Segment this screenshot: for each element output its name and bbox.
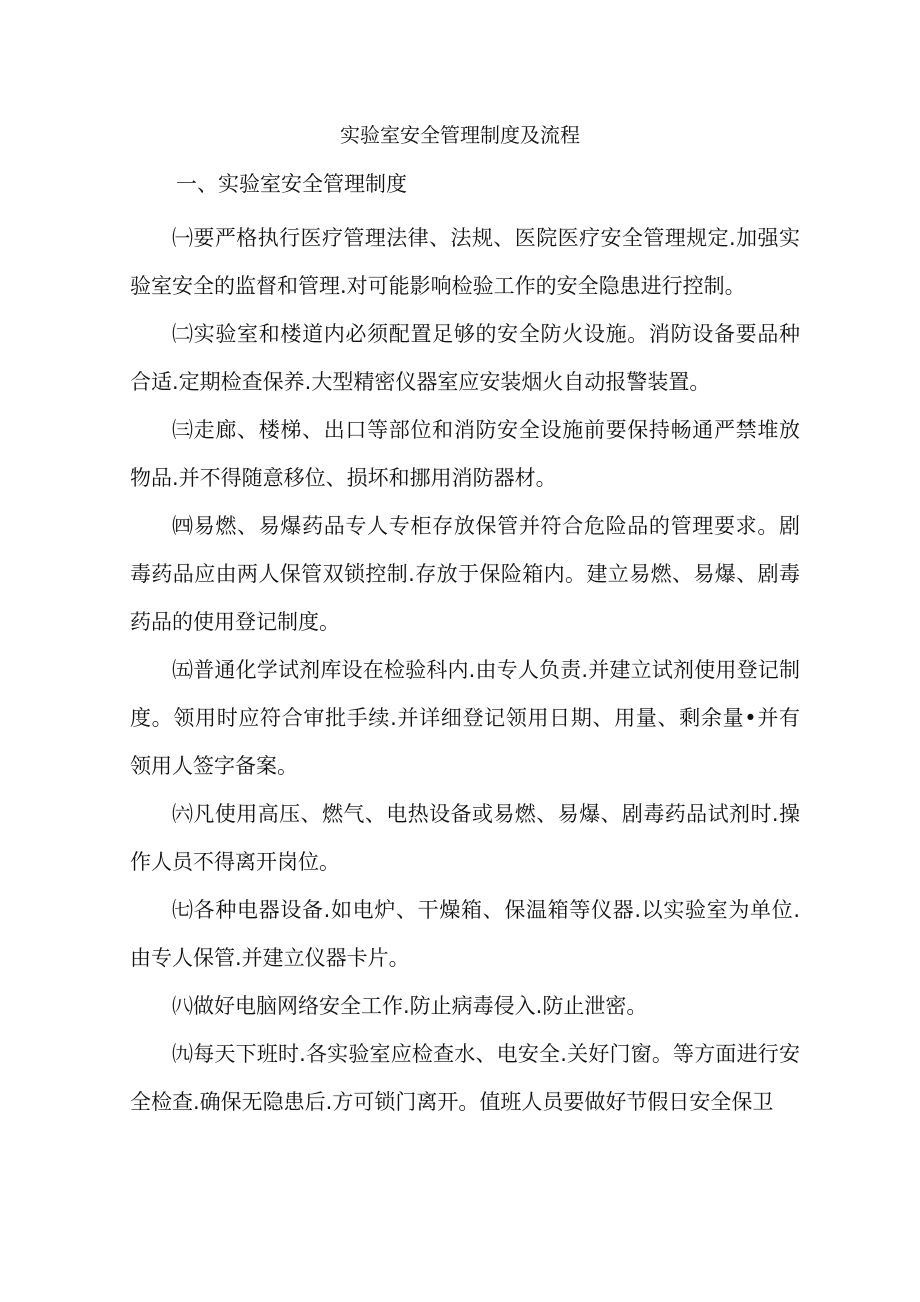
paragraph-2: ㈡实验室和楼道内必须配置足够的安全防火设施。消防设备要品种合适.定期检查保养.大型精密仪器室应安装烟火自动报警装置。: [130, 322, 800, 394]
paragraph-3: ㈢走廊、楼梯、出口等部位和消防安全设施前要保持畅通严禁堆放物品.并不得随意移位、损坏和挪用消防器材。: [130, 418, 800, 490]
paragraph-8: ㈧做好电脑网络安全工作.防止病毒侵入.防止泄密。: [172, 994, 648, 1018]
section-heading: 一、实验室安全管理制度: [176, 172, 407, 196]
paragraph-1: ㈠要严格执行医疗管理法律、法规、医院医疗安全管理规定.加强实验室安全的监督和管理.对可能影响检验工作的安全隐患进行控制。: [130, 226, 800, 298]
document-title: 实验室安全管理制度及流程: [340, 123, 580, 147]
paragraph-4: ㈣易燃、易爆药品专人专柜存放保管并符合危险品的管理要求。剧毒药品应由两人保管双锁控制.存放于保险箱内。建立易燃、易爆、剧毒药品的使用登记制度。: [130, 514, 800, 634]
paragraph-6: ㈥凡使用高压、燃气、电热设备或易燃、易爆、剧毒药品试剂时.操作人员不得离开岗位。: [130, 802, 800, 874]
document-body: [130, 214, 800, 1126]
paragraph-7: ㈦各种电器设备.如电炉、干燥箱、保温箱等仪器.以实验室为单位.由专人保管.并建立仪器卡片。: [130, 898, 800, 970]
paragraph-5: ㈤普通化学试剂库设在检验科内.由专人负责.并建立试剂使用登记制度。领用时应符合审批手续.并详细登记领用日期、用量、剩余量•并有领用人签字备案。: [130, 658, 800, 778]
paragraph-9: ㈨每天下班时.各实验室应检查水、电安全.关好门窗。等方面进行安全检查.确保无隐患后.方可锁门离开。值班人员要做好节假日安全保卫: [130, 1042, 800, 1114]
